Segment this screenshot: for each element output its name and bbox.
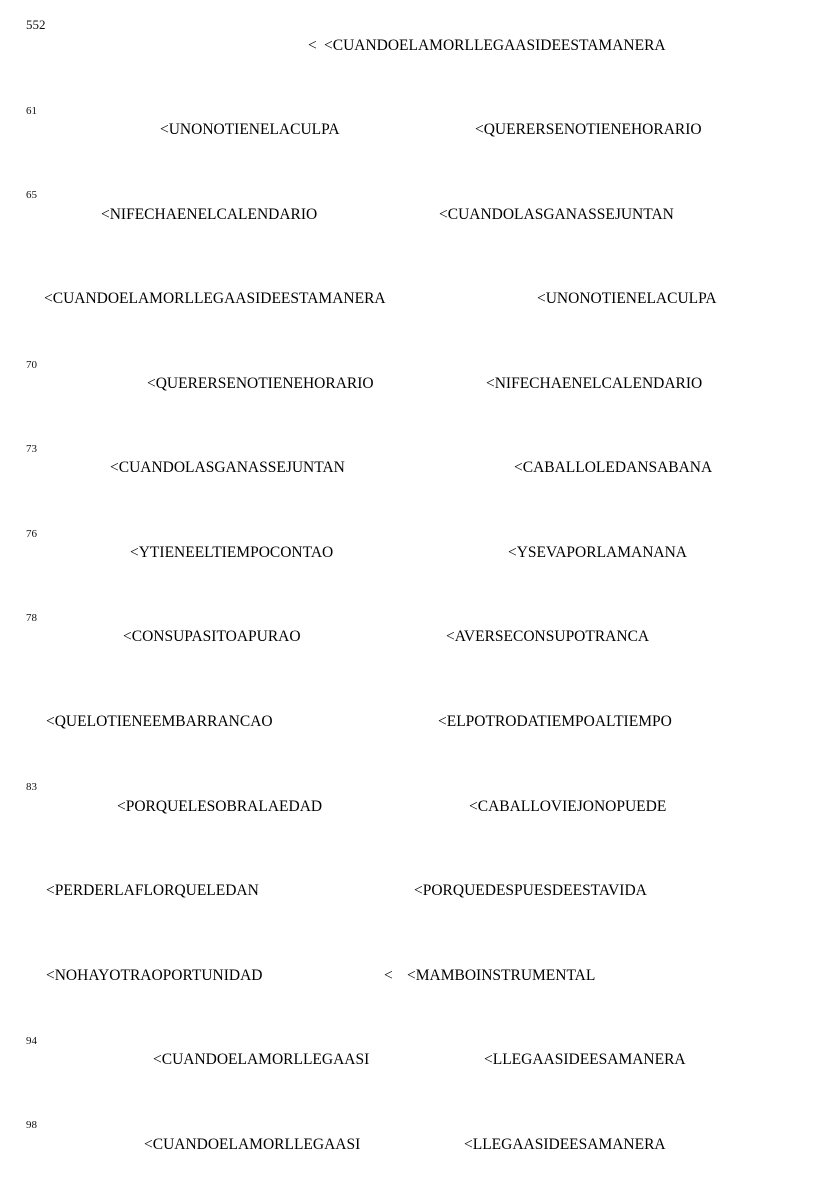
lyric-segment: <CUANDOLASGANASSEJUNTAN <box>110 459 345 476</box>
lyric-segment: <YSEVAPORLAMANANA <box>508 544 687 561</box>
lyric-segment: <CONSUPASITOAPURAO <box>123 628 301 645</box>
lyric-segment: <CABALLOLEDANSABANA <box>514 459 713 476</box>
line-number: 552 <box>26 17 46 32</box>
lyric-segment: <LLEGAASIDEESAMANERA <box>484 1051 686 1068</box>
lyric-segment: <MAMBOINSTRUMENTAL <box>407 967 596 984</box>
lyric-segment: <AVERSECONSUPOTRANCA <box>446 628 650 645</box>
line-number: 65 <box>26 189 37 201</box>
lyric-segment: <CUANDOELAMORLLEGAASI <box>144 1136 361 1153</box>
lyric-segment: <PORQUEDESPUESDEESTAVIDA <box>414 882 647 899</box>
lyric-segment: <NIFECHAENELCALENDARIO <box>101 206 318 223</box>
lyric-segment: <CUANDOELAMORLLEGAASIDEESTAMANERA <box>44 290 386 307</box>
lyric-segment: <CABALLOVIEJONOPUEDE <box>469 798 667 815</box>
lyric-segment: < <box>308 37 317 54</box>
lyric-segment: <QUERERSENOTIENEHORARIO <box>475 121 702 138</box>
line-number: 94 <box>26 1035 37 1047</box>
lyric-segment: <QUERERSENOTIENEHORARIO <box>147 375 374 392</box>
lyric-segment: <NIFECHAENELCALENDARIO <box>486 375 703 392</box>
lyric-segment: <NOHAYOTRAOPORTUNIDAD <box>46 967 263 984</box>
line-number: 78 <box>26 612 37 624</box>
lyric-segment: <QUELOTIENEEMBARRANCAO <box>46 713 273 730</box>
lyric-segment: <UNONOTIENELACULPA <box>160 121 340 138</box>
lyric-segment: <YTIENEELTIEMPOCONTAO <box>130 544 334 561</box>
line-number: 61 <box>26 105 37 117</box>
line-number: 73 <box>26 443 37 455</box>
line-number: 83 <box>26 781 37 793</box>
lyric-segment: <PERDERLAFLORQUELEDAN <box>46 882 259 899</box>
lyric-segment: <UNONOTIENELACULPA <box>537 290 717 307</box>
lyric-segment: <CUANDOLASGANASSEJUNTAN <box>439 206 674 223</box>
lyric-segment: < <box>384 967 393 984</box>
line-number: 76 <box>26 528 37 540</box>
line-number: 98 <box>26 1119 37 1131</box>
lyric-segment: <CUANDOELAMORLLEGAASI <box>153 1051 370 1068</box>
lyric-segment: <CUANDOELAMORLLEGAASIDEESTAMANERA <box>324 37 666 54</box>
line-number: 70 <box>26 359 37 371</box>
lyric-segment: <LLEGAASIDEESAMANERA <box>464 1136 666 1153</box>
lyric-segment: <ELPOTRODATIEMPOALTIEMPO <box>438 713 672 730</box>
lyric-segment: <PORQUELESOBRALAEDAD <box>117 798 323 815</box>
